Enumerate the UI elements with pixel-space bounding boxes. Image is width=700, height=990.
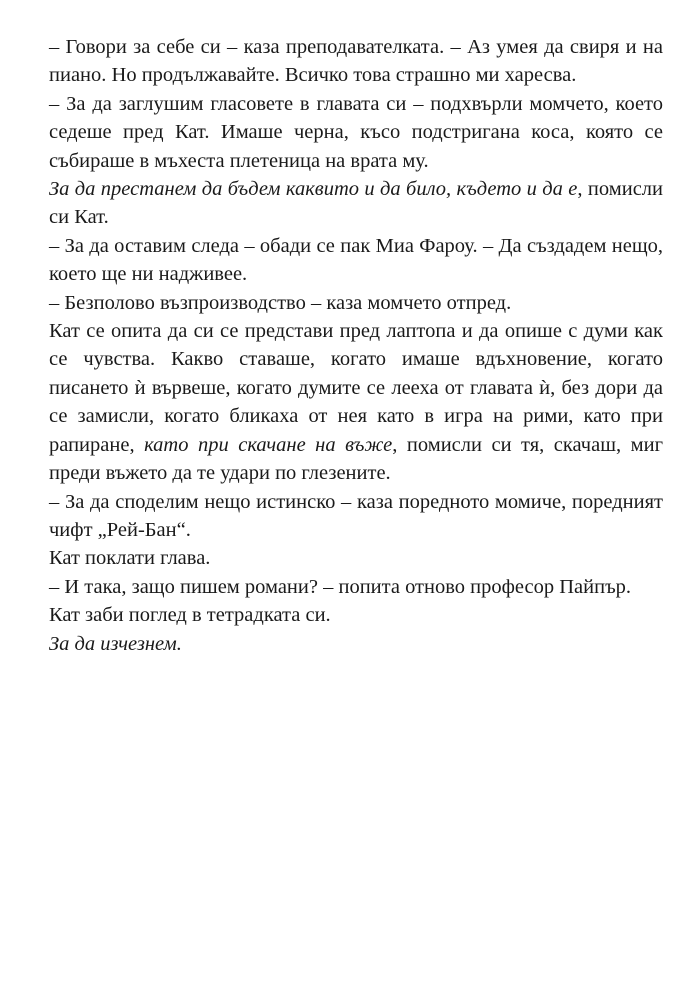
text-segment: – За да оставим следа – обади се пак Миа Фароу. – Да създадем нещо, което ще ни надживее. <box>49 234 663 286</box>
paragraph <box>49 289 663 317</box>
text-segment: – За да споделим нещо истинско – каза поредното момиче, поредният чифт „Рей-Бан“. <box>49 490 663 541</box>
paragraph <box>49 175 663 232</box>
text-segment: – Говори за себе си – каза преподавателката. – Аз умея да свиря и на пиано. Но продължавайте. Всичко това страшно ми харесва. <box>49 36 663 87</box>
italic-text-segment: като при скачане на въже <box>144 433 393 456</box>
text-segment: – Безполово възпроизводство – каза момчето отпред. <box>49 291 512 314</box>
paragraph <box>49 33 663 90</box>
text-segment: , помисли си Кат. <box>49 178 664 229</box>
paragraph <box>49 488 663 545</box>
paragraph <box>49 601 663 629</box>
text-segment: , помисли си тя, скачаш, миг преди въжето да те удари по глезените. <box>49 433 663 485</box>
text-segment: – И така, защо пишем романи? – попита отново професор Пайпър. <box>49 575 632 598</box>
paragraph <box>49 317 663 487</box>
paragraph <box>49 630 663 658</box>
paragraph <box>49 544 663 572</box>
paragraph <box>49 573 663 601</box>
text-segment: Кат заби поглед в тетрадката си. <box>49 604 331 627</box>
text-segment: – За да заглушим гласовете в главата си – подхвърли момчето, което седеше пред Кат. Имаше черна, късо подстригана коса, която се събираше в мъхеста плетеница на врата му. <box>49 92 663 172</box>
italic-text-segment: За да изчезнем. <box>49 632 182 655</box>
paragraph <box>49 90 663 175</box>
text-segment: Кат се опита да си се представи пред лаптопа и да опише с думи как се чувства. Какво ставаше, когато имаше вдъхновение, когато писането ѝ вървеше, когато думите се лееха от главата ѝ, без дори да се замисли, когато бликаха от нея като в игра на рими, като при рапиране, <box>49 320 663 456</box>
italic-text-segment: За да престанем да бъдем каквито и да било, където и да е <box>49 178 578 201</box>
text-segment: Кат поклати глава. <box>49 547 211 570</box>
paragraph <box>49 232 663 289</box>
page-text <box>49 33 663 658</box>
